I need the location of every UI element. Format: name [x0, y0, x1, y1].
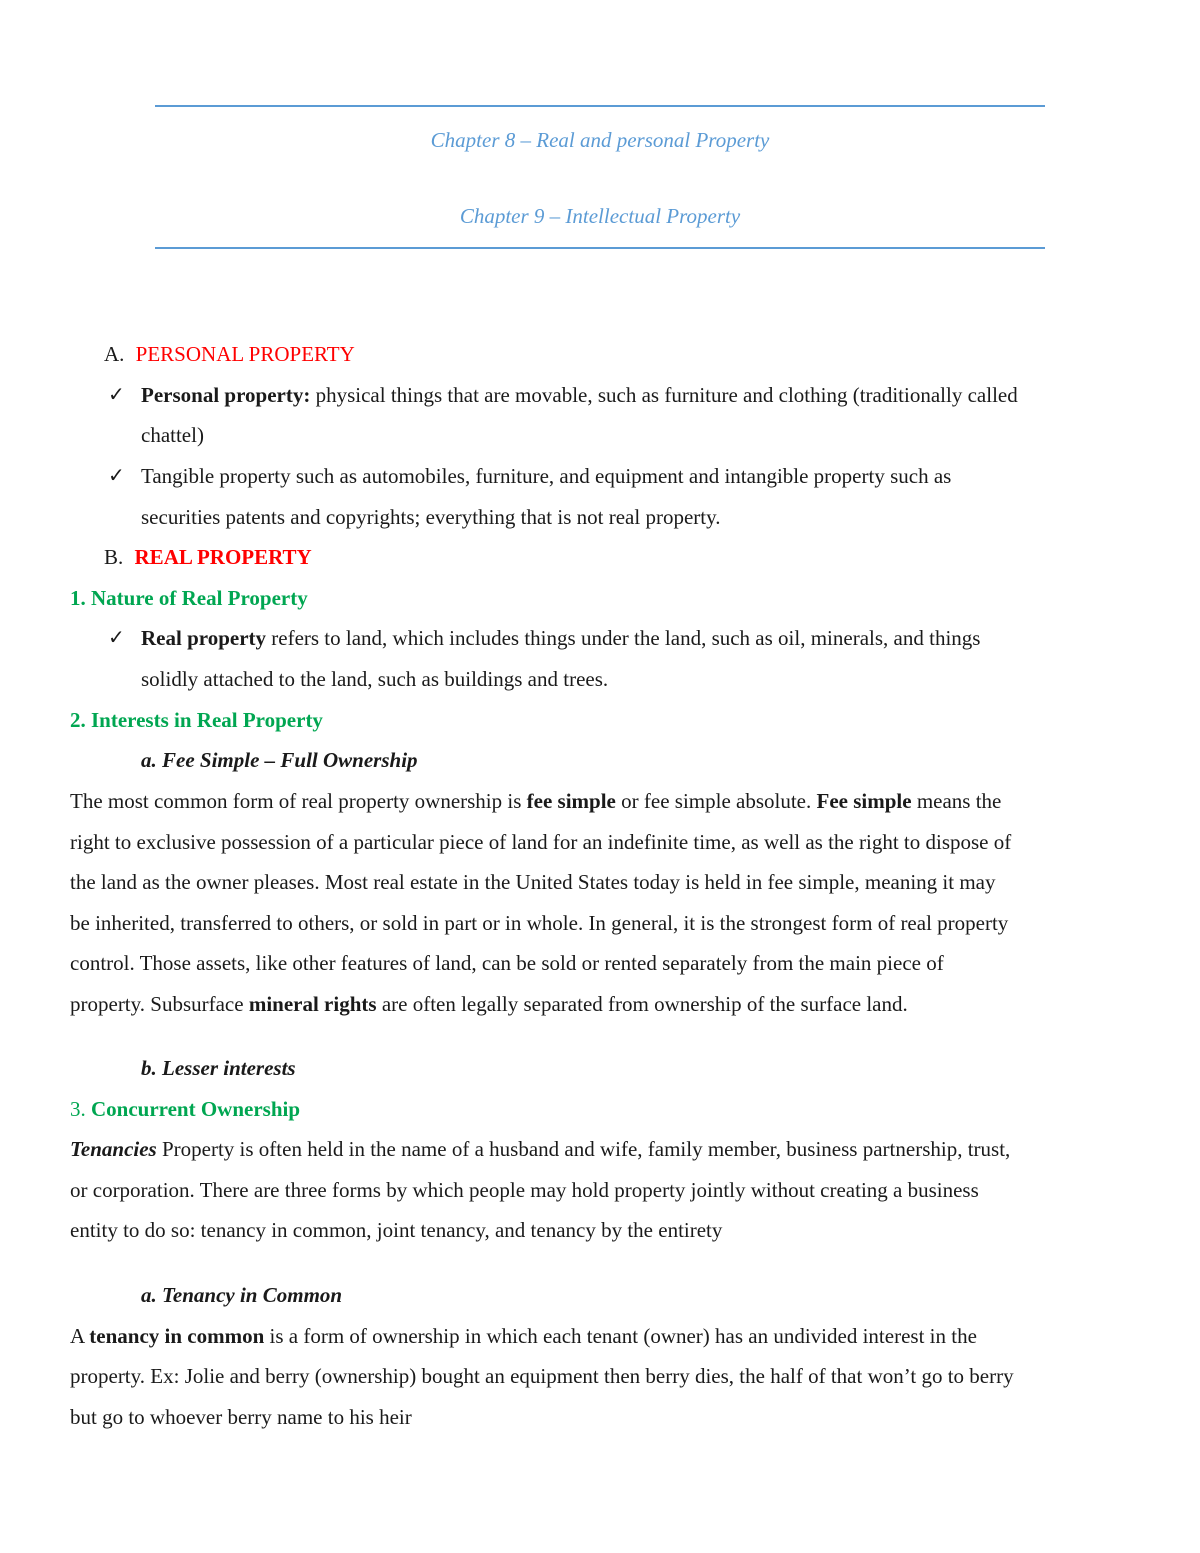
term-tenancies: Tenancies — [70, 1137, 157, 1161]
chapter-9-title: Chapter 9 – Intellectual Property — [459, 204, 741, 228]
tenancy-in-common-line-3: but go to whoever berry name to his heir — [70, 1405, 412, 1429]
fee-simple-paragraph-line-1 — [70, 787, 1001, 815]
personal-property-definition — [141, 381, 1018, 409]
fee-simple-paragraph-line-5: control. Those assets, like other features of land, can be sold or rented separately from the main piece of — [70, 951, 944, 975]
interests-heading: 2. Interests in Real Property — [70, 708, 323, 732]
term-mineral-rights: mineral rights — [248, 992, 377, 1016]
text: or fee simple absolute. — [615, 789, 817, 813]
tenancies-paragraph-line-1 — [70, 1135, 1010, 1163]
lesser-interests-heading: b. Lesser interests — [141, 1056, 296, 1080]
tenancies-paragraph-line-2: or corporation. There are three forms by which people may hold property jointly without creating a business — [70, 1178, 979, 1202]
real-property-definition-cont: solidly attached to the land, such as buildings and trees. — [141, 667, 609, 691]
fee-simple-paragraph-line-4: be inherited, transferred to others, or sold in part or in whole. In general, it is the strongest form of real property — [70, 911, 1009, 935]
section-b-title: REAL PROPERTY — [134, 545, 312, 569]
text: are often legally separated from ownership of the surface land. — [376, 992, 908, 1016]
check-icon: ✓ — [108, 465, 125, 487]
section-a-heading — [104, 340, 355, 368]
term-personal-property: Personal property: — [141, 383, 311, 407]
term-fee-simple: fee simple — [526, 789, 616, 813]
section-b-heading — [104, 543, 312, 571]
text: means the — [911, 789, 1002, 813]
tenancy-in-common-line-2: property. Ex: Jolie and berry (ownership) bought an equipment then berry dies, the half of that won’t go to berry — [70, 1364, 1014, 1388]
fee-simple-paragraph-line-2: right to exclusive possession of a particular piece of land for an indefinite time, as well as the right to dispose of — [70, 830, 1012, 854]
text: The most common form of real property ownership is — [70, 789, 527, 813]
fee-simple-heading: a. Fee Simple – Full Ownership — [141, 748, 418, 772]
text: Property is often held in the name of a husband and wife, family member, business partnership, trust, — [156, 1137, 1011, 1161]
tangible-property-text: Tangible property such as automobiles, furniture, and equipment and intangible property such as — [141, 464, 952, 488]
tangible-property-text-cont: securities patents and copyrights; everything that is not real property. — [141, 505, 721, 529]
text: is a form of ownership in which each tenant (owner) has an undivided interest in the — [264, 1324, 977, 1348]
heading-text: Concurrent Ownership — [85, 1097, 301, 1121]
concurrent-heading — [70, 1095, 300, 1123]
term-real-property: Real property — [141, 626, 267, 650]
text: property. Subsurface — [70, 992, 249, 1016]
definition-text: refers to land, which includes things under the land, such as oil, minerals, and things — [266, 626, 981, 650]
heading-number: 3. — [70, 1097, 86, 1121]
personal-property-definition-cont: chattel) — [141, 423, 204, 447]
check-icon: ✓ — [108, 384, 125, 406]
definition-text: physical things that are movable, such as furniture and clothing (traditionally called — [310, 383, 1018, 407]
term-fee-simple: Fee simple — [816, 789, 912, 813]
tenancy-in-common-heading: a. Tenancy in Common — [141, 1283, 343, 1307]
header-bottom-rule — [155, 247, 1045, 249]
fee-simple-paragraph-line-6 — [70, 990, 908, 1018]
real-property-definition — [141, 624, 980, 652]
section-b-letter: B. — [104, 545, 124, 569]
section-a-letter: A. — [104, 342, 125, 366]
fee-simple-paragraph-line-3: the land as the owner pleases. Most real estate in the United States today is held in fee simple, meaning it may — [70, 870, 996, 894]
tenancy-in-common-line-1 — [70, 1322, 977, 1350]
tenancies-paragraph-line-3: entity to do so: tenancy in common, joint tenancy, and tenancy by the entirety — [70, 1218, 723, 1242]
chapter-8-title: Chapter 8 – Real and personal Property — [430, 128, 770, 152]
term-tenancy-in-common: tenancy in common — [89, 1324, 265, 1348]
header-top-rule — [155, 105, 1045, 107]
nature-heading: 1. Nature of Real Property — [70, 586, 308, 610]
check-icon: ✓ — [108, 627, 125, 649]
text: A — [70, 1324, 90, 1348]
section-a-title: PERSONAL PROPERTY — [135, 342, 355, 366]
